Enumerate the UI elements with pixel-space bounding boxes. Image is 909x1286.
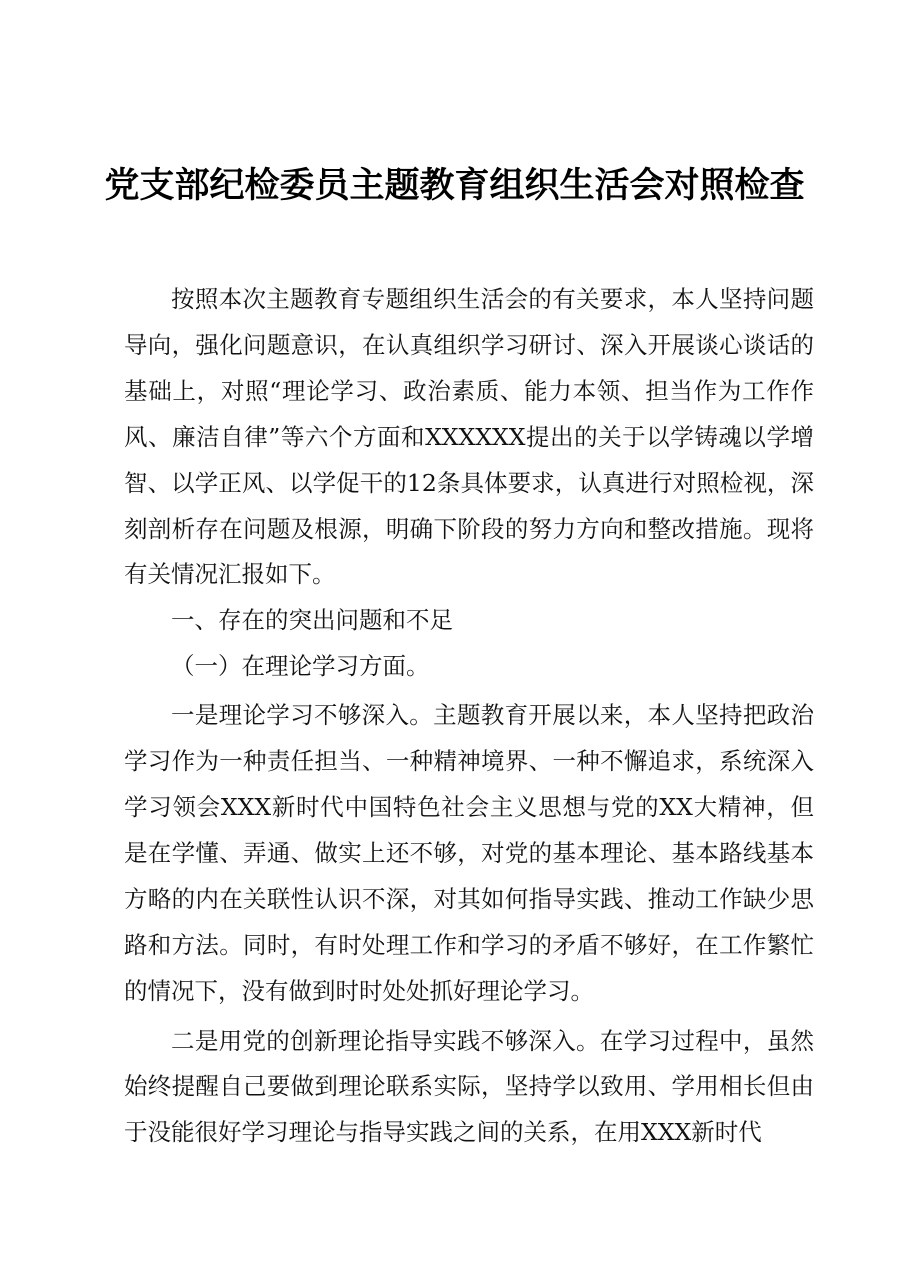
paragraph-intro: 按照本次主题教育专题组织生活会的有关要求，本人坚持问题导向，强化问题意识，在认真组织学习研讨、深入开展谈心谈话的基础上，对照“理论学习、政治素质、能力本领、担当作为工作作风、廉洁自律”等六个方面和XXXXXX提出的关于以学铸魂以学增智、以学正风、以学促干的12条具体要求，认真进行对照检视，深刻剖析存在问题及根源，明确下阶段的努力方向和整改措施。现将有关情况汇报如下。 <box>124 285 814 589</box>
document-title: 党支部纪检委员主题教育组织生活会对照检查 <box>104 165 805 206</box>
paragraph-point-one: 一是理论学习不够深入。主题教育开展以来，本人坚持把政治学习作为一种责任担当、一种精神境界、一种不懈追求，系统深入学习领会XXX新时代中国特色社会主义思想与党的XX大精神，但是在学懂、弄通、做实上还不够，对党的基本理论、基本路线基本方略的内在关联性认识不深，对其如何指导实践、推动工作缺少思路和方法。同时，有时处理工作和学习的矛盾不够好，在工作繁忙的情况下，没有做到时时处处抓好理论学习。 <box>124 701 814 1005</box>
paragraph-point-two: 二是用党的创新理论指导实践不够深入。在学习过程中，虽然始终提醒自己要做到理论联系实际，坚持学以致用、学用相长但由于没能很好学习理论与指导实践之间的关系，在用XXX新时代 <box>124 1026 814 1147</box>
heading-section-one: 一、存在的突出问题和不足 <box>171 606 453 635</box>
heading-subsection-one: （一）在理论学习方面。 <box>171 652 430 681</box>
document-body <box>124 277 814 1156</box>
